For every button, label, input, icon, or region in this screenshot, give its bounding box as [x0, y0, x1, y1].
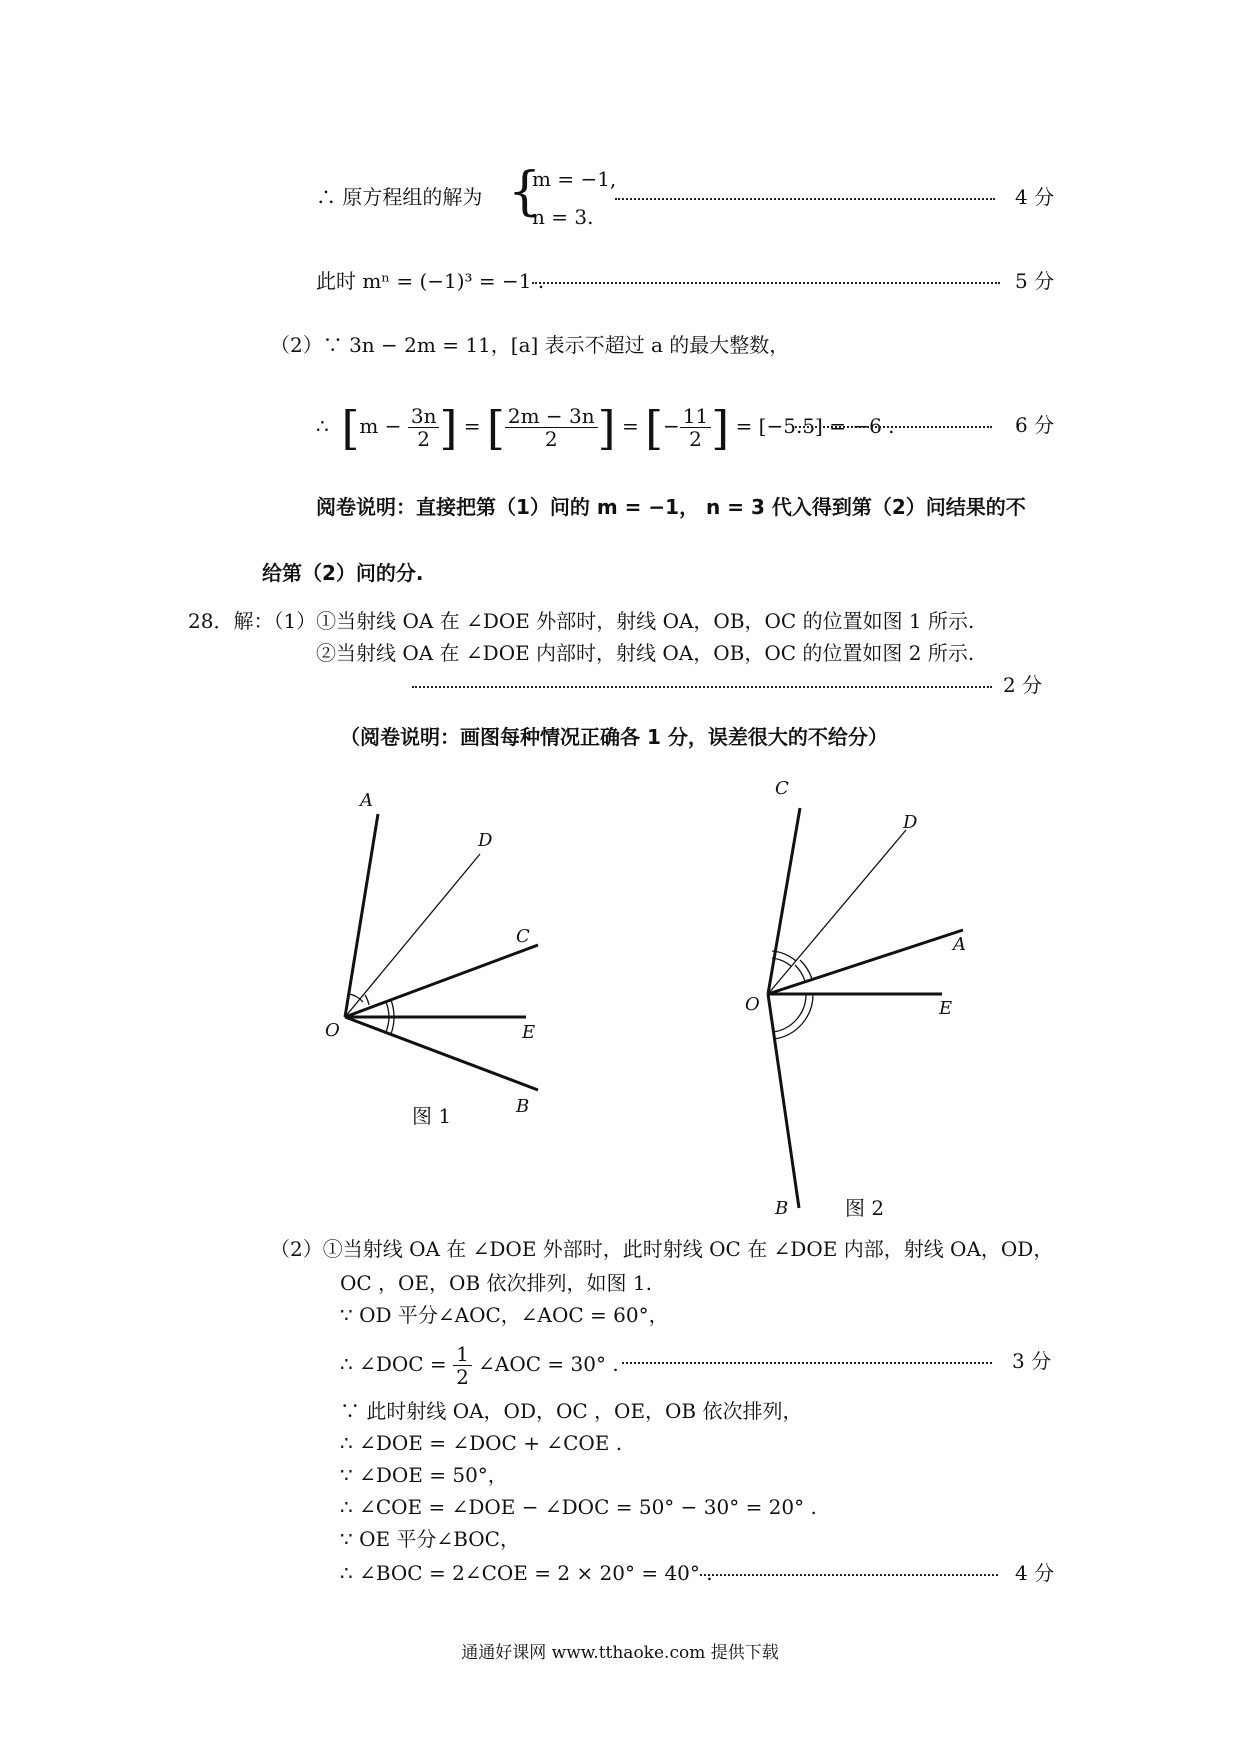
dot-leader: [792, 426, 992, 428]
angle-arc-EOB-1: [773, 994, 806, 1032]
therefore-symbol: ∴: [316, 414, 329, 438]
fraction-one-half: $\frac{1}{2}$: [453, 1343, 472, 1388]
angle-arc-COE-2: [391, 1000, 394, 1017]
score-4b: 4 分: [1015, 1561, 1055, 1585]
ray-OB: [768, 994, 799, 1208]
part2-line-10: ∴ ∠BOC = 2∠COE = 2 × 20° = 40° .: [340, 1561, 713, 1585]
part2-line-5: ∵ 此时射线 OA，OD，OC ，OE，OB 依次排列，: [340, 1399, 803, 1423]
system-line-2: n = 3.: [532, 205, 594, 229]
ray-OB: [345, 1017, 538, 1090]
label-B: B: [775, 1198, 789, 1219]
q28-line-2: ②当射线 OA 在 ∠DOE 内部时，射线 OA，OB，OC 的位置如图 2 所示.: [316, 641, 975, 665]
fraction-3n-over-2: $\frac{3n}{2}$: [408, 405, 440, 450]
power-result: 此时 mⁿ = (−1)³ = −1 .: [316, 269, 545, 293]
page-footer: 通通好课网 www.tthaoke.com 提供下载: [461, 1643, 779, 1663]
angle-arc-COE-1: [386, 1002, 389, 1017]
label-C: C: [775, 778, 789, 799]
score-6: 6 分: [1015, 413, 1055, 437]
label-E: E: [939, 998, 953, 1019]
part2-line-2: OC ，OE，OB 依次排列，如图 1.: [340, 1271, 652, 1295]
angle-arc-DOA-1: [795, 965, 805, 981]
floor-formula: ∴ [m − $\frac{3n}{2}$ ] = [ $\frac{2m - 3n}{2}$ ] = [− $\frac{11}{2}$ ] = [−5.5] = −6 .: [316, 400, 895, 455]
part2-line-8: ∴ ∠COE = ∠DOE − ∠DOC = 50° − 30° = 20° .: [340, 1495, 817, 1519]
angle-arc-EOB-1: [386, 1017, 389, 1032]
ray-OD: [768, 830, 906, 994]
label-A: A: [360, 790, 373, 811]
figure-2-caption: 图 2: [845, 1196, 885, 1220]
angle-arc-DOC: [365, 995, 369, 1005]
score-3: 3 分: [1012, 1349, 1052, 1373]
dot-leader: [532, 282, 1000, 284]
drawing-grading-note: （阅卷说明：画图每种情况正确各 1 分，误差很大的不给分）: [340, 725, 888, 749]
label-B: B: [516, 1096, 530, 1117]
label-C: C: [516, 926, 530, 947]
part2-line-9: ∵ OE 平分∠BOC，: [340, 1527, 520, 1551]
fraction-2m-3n-over-2: $\frac{2m - 3n}{2}$: [505, 405, 598, 450]
formula-m: m −: [359, 414, 402, 438]
part2-line-1: （2）①当射线 OA 在 ∠DOE 外部时，此时射线 OC 在 ∠DOE 内部，射线 OA，OD，: [270, 1237, 1054, 1261]
system-brace: {: [508, 162, 542, 222]
angle-arc-EOB-2: [774, 994, 813, 1039]
grading-note-line-1: 阅卷说明：直接把第（1）问的 m = −1， n = 3 代入得到第（2）问结果的不: [316, 495, 1026, 519]
score-4: 4 分: [1015, 185, 1055, 209]
dot-leader: [615, 198, 995, 200]
score-2: 2 分: [1003, 673, 1043, 697]
angle-arc-EOB-2: [391, 1017, 394, 1034]
ray-OC: [345, 945, 538, 1017]
label-O: O: [325, 1020, 340, 1041]
figure-1: [320, 780, 560, 1130]
solution-statement: ∴ 原方程组的解为: [316, 185, 483, 209]
q28-line-1: 28．解：（1）①当射线 OA 在 ∠DOE 外部时，射线 OA，OB，OC 的位置如图 1 所示.: [188, 609, 975, 633]
ray-OA: [345, 814, 378, 1017]
part2-line-4: ∴ ∠DOC = $\frac{1}{2}$ ∠AOC = 30° .: [340, 1342, 619, 1389]
formula-tail: = [−5.5] = −6 .: [735, 414, 895, 438]
score-5: 5 分: [1015, 269, 1055, 293]
angle-arc-DOA-2: [800, 960, 812, 979]
grading-note-line-2: 给第（2）问的分.: [262, 561, 424, 585]
part2-line-3: ∵ OD 平分∠AOC，∠AOC = 60°，: [340, 1303, 669, 1327]
label-D: D: [903, 812, 918, 833]
label-E: E: [522, 1022, 536, 1043]
label-D: D: [478, 830, 493, 851]
dot-leader: [700, 1574, 998, 1576]
fraction-11-over-2: $\frac{11}{2}$: [680, 405, 711, 450]
dot-leader: [412, 686, 992, 688]
part2-statement: （2）∵ 3n − 2m = 11，[a] 表示不超过 a 的最大整数，: [270, 333, 790, 357]
ray-OA: [768, 930, 963, 994]
system-line-1: m = −1,: [532, 167, 617, 191]
label-O: O: [745, 994, 760, 1015]
part2-line-7: ∵ ∠DOE = 50°，: [340, 1463, 508, 1487]
dot-leader: [622, 1362, 992, 1364]
label-A: A: [953, 934, 966, 955]
figure-2: [745, 770, 975, 1220]
part2-line-6: ∴ ∠DOE = ∠DOC + ∠COE .: [340, 1431, 623, 1455]
figure-1-caption: 图 1: [412, 1104, 452, 1128]
